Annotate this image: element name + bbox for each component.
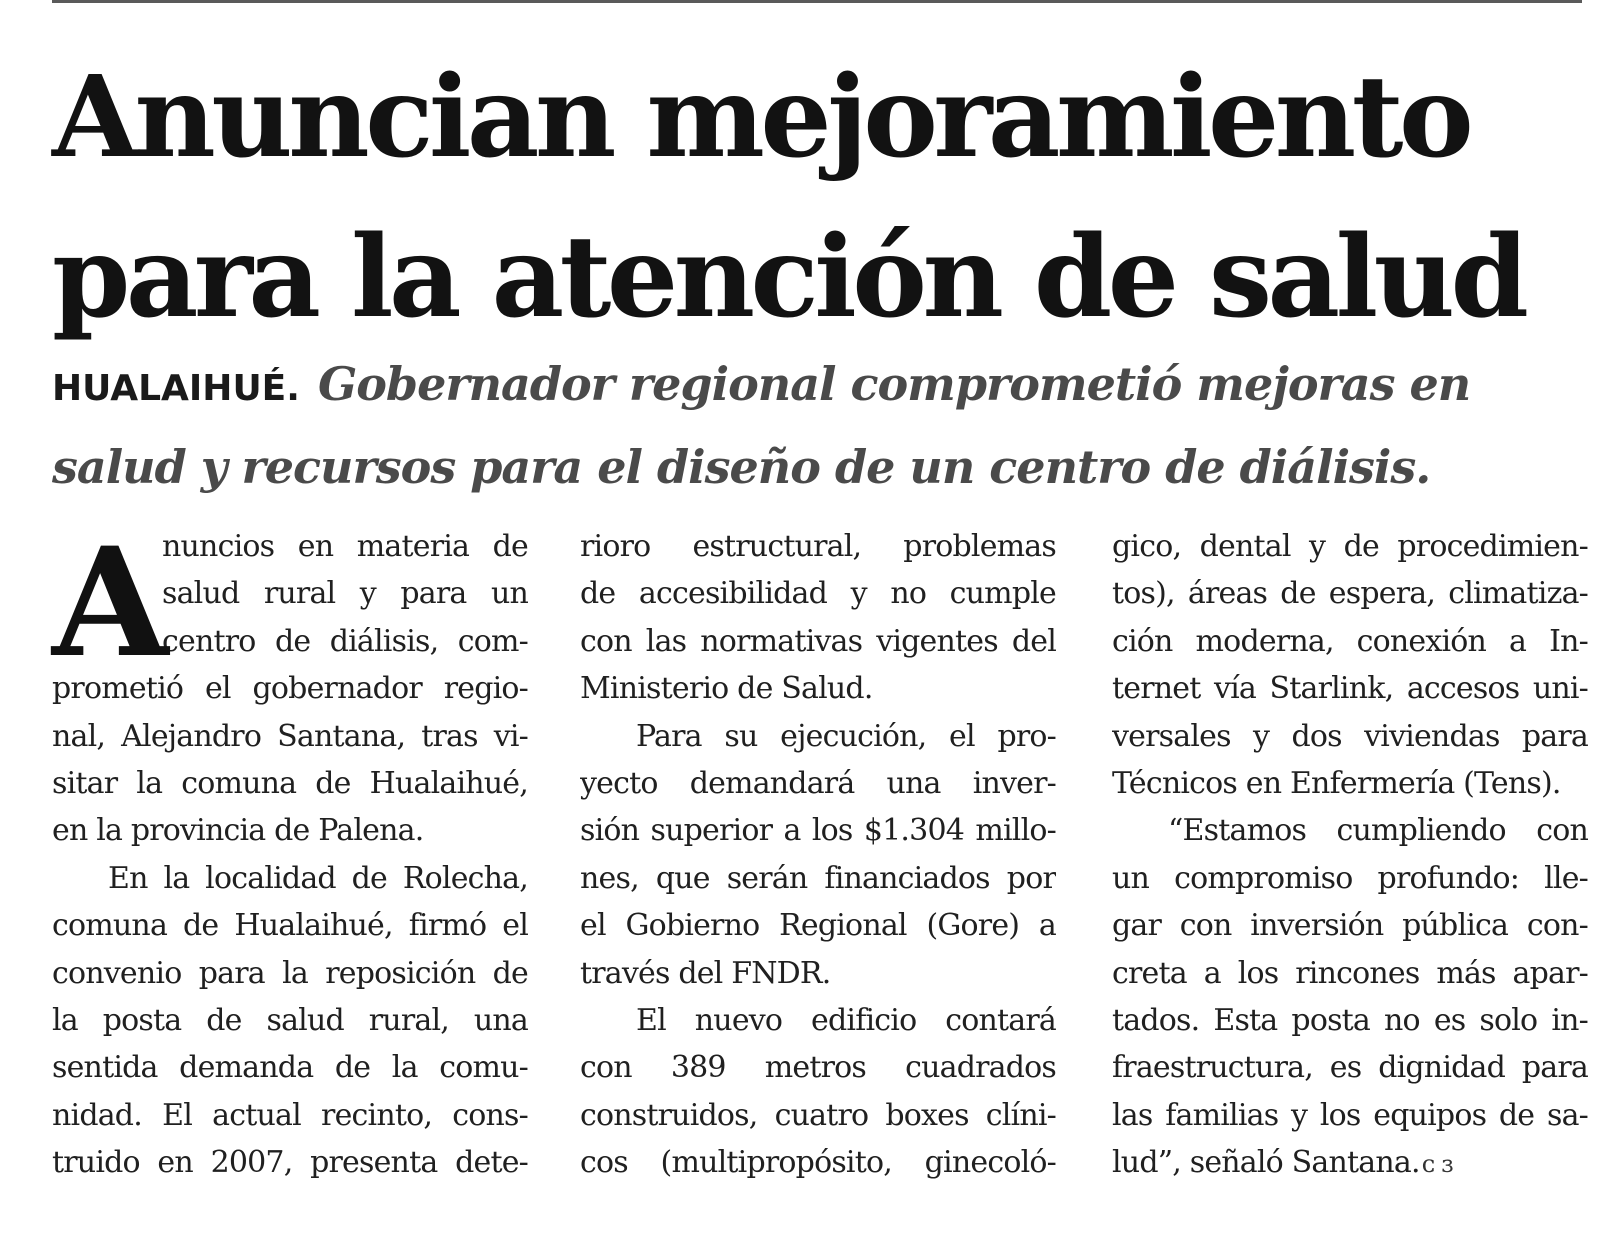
- body-line: sitar la comuna de Hualaihué,: [52, 765, 528, 801]
- body-line: un compromiso profundo: lle-: [1112, 860, 1588, 896]
- body-line: comuna de Hualaihué, firmó el: [52, 908, 528, 944]
- headline: [52, 38, 1552, 358]
- body-line: rioro estructural, problemas: [580, 529, 1056, 564]
- body-line: gico, dental y de procedimien-: [1112, 529, 1588, 564]
- body-line: de accesibilidad y no cumple: [580, 576, 1056, 612]
- body-line: con las normativas vigentes del: [580, 623, 1056, 659]
- deck: [52, 348, 1562, 503]
- article-column-2: [580, 523, 1056, 1186]
- body-line: yecto demandará una inver-: [580, 765, 1056, 801]
- body-line: las familias y los equipos de sa-: [1112, 1097, 1588, 1133]
- body-line: salud rural y para un: [162, 576, 528, 612]
- body-line: tados. Esta posta no es solo in-: [1112, 1002, 1588, 1038]
- drop-cap: A: [52, 515, 168, 691]
- body-line: En la localidad de Rolecha,: [108, 860, 528, 896]
- top-rule: [52, 0, 1582, 3]
- body-line: través del FNDR.: [580, 955, 831, 991]
- end-of-article-icon: ᴄ ɜ: [1421, 1150, 1453, 1179]
- article-column-1: [52, 515, 528, 1186]
- body-line: prometió el gobernador regio-: [52, 671, 528, 707]
- body-line: centro de diálisis, com-: [162, 623, 528, 659]
- body-line: sentida demanda de la comu-: [52, 1050, 528, 1086]
- body-line: versales y dos viviendas para: [1112, 718, 1588, 754]
- body-line: nes, que serán financiados por: [580, 860, 1056, 896]
- body-line: nal, Alejandro Santana, tras vi-: [52, 718, 528, 754]
- body-line: “Estamos cumpliendo con: [1168, 813, 1588, 849]
- dateline-kicker: HUALAIHUÉ.: [52, 368, 300, 409]
- body-line: construidos, cuatro boxes clíni-: [580, 1097, 1056, 1133]
- body-line: convenio para la reposición de: [52, 955, 528, 991]
- deck-line-2: salud y recursos para el diseño de un centro de diálisis.: [52, 440, 1431, 494]
- deck-line-1: [52, 348, 1562, 431]
- body-line: cos (multipropósito, ginecoló-: [580, 1145, 1056, 1181]
- body-line-last: [1112, 1139, 1588, 1186]
- body-line: tos), áreas de espera, climatiza-: [1112, 576, 1588, 612]
- body-line: ción moderna, conexión a In-: [1112, 623, 1588, 659]
- body-line: Técnicos en Enfermería (Tens).: [1112, 765, 1561, 801]
- body-line: la posta de salud rural, una: [52, 1002, 528, 1038]
- body-line: ternet vía Starlink, accesos uni-: [1112, 671, 1588, 707]
- body-line: el Gobierno Regional (Gore) a: [580, 908, 1056, 944]
- body-line: nidad. El actual recinto, cons-: [52, 1097, 528, 1133]
- body-line: gar con inversión pública con-: [1112, 908, 1588, 944]
- body-line: nuncios en materia de: [162, 529, 528, 564]
- body-line: El nuevo edificio contará: [636, 1002, 1056, 1038]
- article-column-3: [1112, 523, 1588, 1186]
- body-line: con 389 metros cuadrados: [580, 1050, 1056, 1086]
- headline-line-2: para la atención de salud: [52, 212, 1525, 343]
- body-line: en la provincia de Palena.: [52, 813, 424, 849]
- closing-text: lud”, señaló Santana.: [1112, 1145, 1420, 1181]
- body-line: Ministerio de Salud.: [580, 671, 873, 707]
- body-line: fraestructura, es dignidad para: [1112, 1050, 1588, 1086]
- body-line: Para su ejecución, el pro-: [636, 718, 1056, 754]
- deck-text-1: Gobernador regional comprometió mejoras en: [317, 357, 1471, 411]
- body-line: truido en 2007, presenta dete-: [52, 1145, 528, 1181]
- body-line: creta a los rincones más apar-: [1112, 955, 1588, 991]
- headline-line-1: Anuncian mejoramiento: [52, 52, 1470, 183]
- body-line: sión superior a los $1.304 millo-: [580, 813, 1056, 849]
